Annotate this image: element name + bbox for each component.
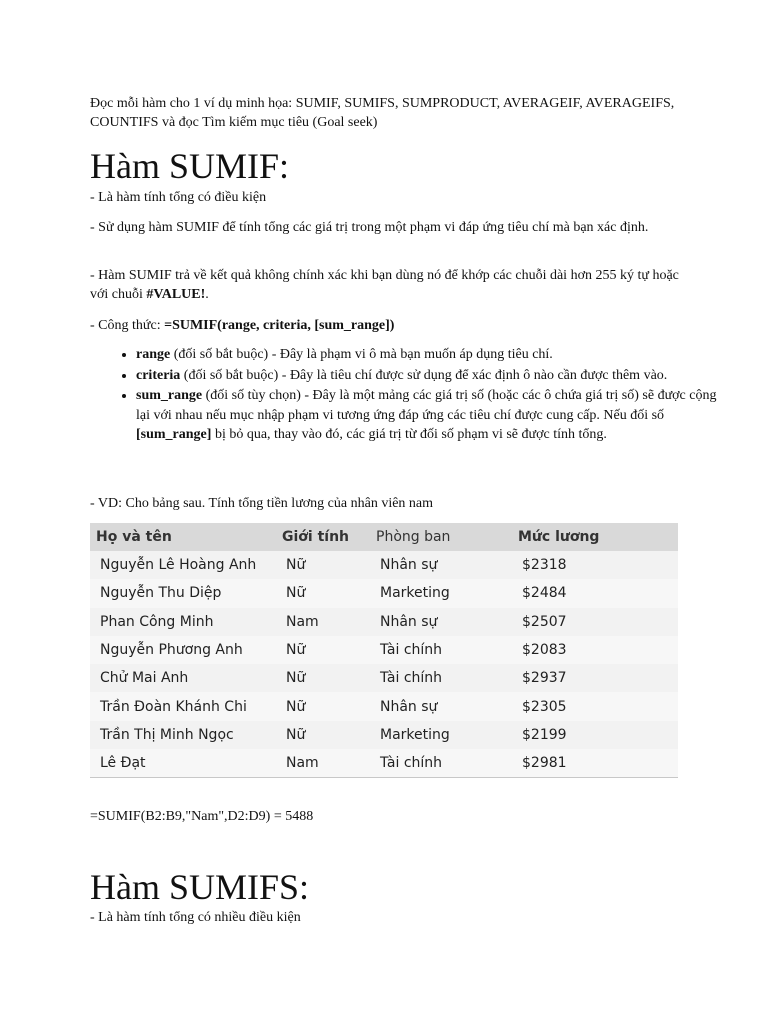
sumif-result: =SUMIF(B2:B9,"Nam",D2:D9) = 5488 xyxy=(90,809,314,824)
argument-desc: (đối số bắt buộc) - Đây là tiêu chí được sử dụng để xác định ô nào cần được thêm vào. xyxy=(180,367,668,383)
header-gender: Giới tính xyxy=(276,523,370,551)
cell-name: Trần Thị Minh Ngọc xyxy=(100,726,234,743)
cell-salary: $2507 xyxy=(522,613,567,630)
limitation-text: - Hàm SUMIF trả về kết quả không chính xác khi bạn dùng nó để khớp các chuỗi dài hơn 255 ký tự hoặc với chuỗi xyxy=(90,268,679,302)
table-row xyxy=(90,721,678,749)
salary-table xyxy=(90,523,678,778)
argument-inline-bold: [sum_range] xyxy=(136,427,212,442)
intro-paragraph: Đọc mỗi hàm cho 1 ví dụ minh họa: SUMIF, SUMIFS, SUMPRODUCT, AVERAGEIF, AVERAGEIFS, COUNTIFS và đọc Tìm kiếm mục tiêu (Goal seek) xyxy=(90,96,675,130)
argument-name: sum_range xyxy=(136,388,203,403)
cell-salary: $2981 xyxy=(522,755,567,772)
cell-gender: Nữ xyxy=(286,642,306,659)
cell-department: Tài chính xyxy=(380,755,443,772)
cell-name: Chử Mai Anh xyxy=(100,670,189,687)
cell-name: Phan Công Minh xyxy=(100,613,214,630)
formula-prefix: - Công thức: xyxy=(90,318,165,333)
cell-salary: $2484 xyxy=(522,585,567,602)
cell-department: Nhân sự xyxy=(380,557,438,574)
cell-department: Nhân sự xyxy=(380,698,438,715)
header-department: Phòng ban xyxy=(370,523,512,551)
cell-gender: Nữ xyxy=(286,698,306,715)
cell-salary: $2318 xyxy=(522,557,567,574)
example-intro: - VD: Cho bảng sau. Tính tổng tiền lương của nhân viên nam xyxy=(90,496,434,511)
argument-name: range xyxy=(136,347,171,362)
value-error-text: #VALUE! xyxy=(146,287,206,302)
header-salary: Mức lương xyxy=(512,523,678,551)
sumif-usage: - Sử dụng hàm SUMIF để tính tổng các giá trị trong một phạm vi đáp ứng tiêu chí mà bạn xác định. xyxy=(90,220,649,235)
cell-name: Trần Đoàn Khánh Chi xyxy=(100,698,247,715)
argument-desc-end: bị bỏ qua, thay vào đó, các giá trị từ đối số phạm vi sẽ được tính tổng. xyxy=(211,427,607,442)
sumif-heading: Hàm SUMIF: xyxy=(90,146,290,186)
table-row xyxy=(90,551,678,579)
formula-syntax: =SUMIF(range, criteria, [sum_range]) xyxy=(164,318,395,333)
cell-gender: Nam xyxy=(286,613,319,630)
limitation-end: . xyxy=(205,287,209,302)
cell-salary: $2305 xyxy=(522,698,567,715)
argument-desc: (đối số tùy chọn) - Đây là một mảng các giá trị số (hoặc các ô chứa giá trị số) sẽ được cộng lại với nhau nếu mục nhập phạm vi tương ứng đáp ứng các tiêu chí được cung cấp. Nếu đối số xyxy=(136,388,717,423)
table-row xyxy=(90,608,678,636)
sumif-formula-line xyxy=(90,316,680,335)
cell-gender: Nữ xyxy=(286,585,306,602)
cell-gender: Nam xyxy=(286,755,319,772)
cell-salary: $2937 xyxy=(522,670,567,687)
cell-department: Tài chính xyxy=(380,642,443,659)
cell-gender: Nữ xyxy=(286,557,306,574)
argument-item xyxy=(136,386,726,445)
cell-department: Tài chính xyxy=(380,670,443,687)
sumif-limitation xyxy=(90,266,680,304)
table-row xyxy=(90,579,678,607)
cell-name: Nguyễn Thu Diệp xyxy=(100,585,222,602)
sumif-definition: - Là hàm tính tổng có điều kiện xyxy=(90,190,267,205)
table-row xyxy=(90,692,678,720)
cell-gender: Nữ xyxy=(286,670,306,687)
table-header-row xyxy=(90,523,678,551)
cell-name: Nguyễn Phương Anh xyxy=(100,642,243,659)
cell-name: Lê Đạt xyxy=(100,755,146,772)
cell-department: Nhân sự xyxy=(380,613,438,630)
cell-department: Marketing xyxy=(380,585,450,602)
cell-gender: Nữ xyxy=(286,726,306,743)
argument-list xyxy=(90,345,726,446)
sumifs-heading: Hàm SUMIFS: xyxy=(90,867,310,907)
cell-name: Nguyễn Lê Hoàng Anh xyxy=(100,557,257,574)
argument-desc: (đối số bắt buộc) - Đây là phạm vi ô mà bạn muốn áp dụng tiêu chí. xyxy=(170,347,553,362)
argument-name: criteria xyxy=(136,367,181,383)
argument-item xyxy=(136,345,726,365)
table-row xyxy=(90,636,678,664)
header-name: Họ và tên xyxy=(90,523,276,551)
sumifs-definition: - Là hàm tính tổng có nhiều điều kiện xyxy=(90,910,301,925)
table-row xyxy=(90,664,678,692)
cell-salary: $2083 xyxy=(522,642,567,659)
argument-item xyxy=(136,366,726,386)
cell-department: Marketing xyxy=(380,726,450,743)
cell-salary: $2199 xyxy=(522,726,567,743)
table-row xyxy=(90,749,678,778)
